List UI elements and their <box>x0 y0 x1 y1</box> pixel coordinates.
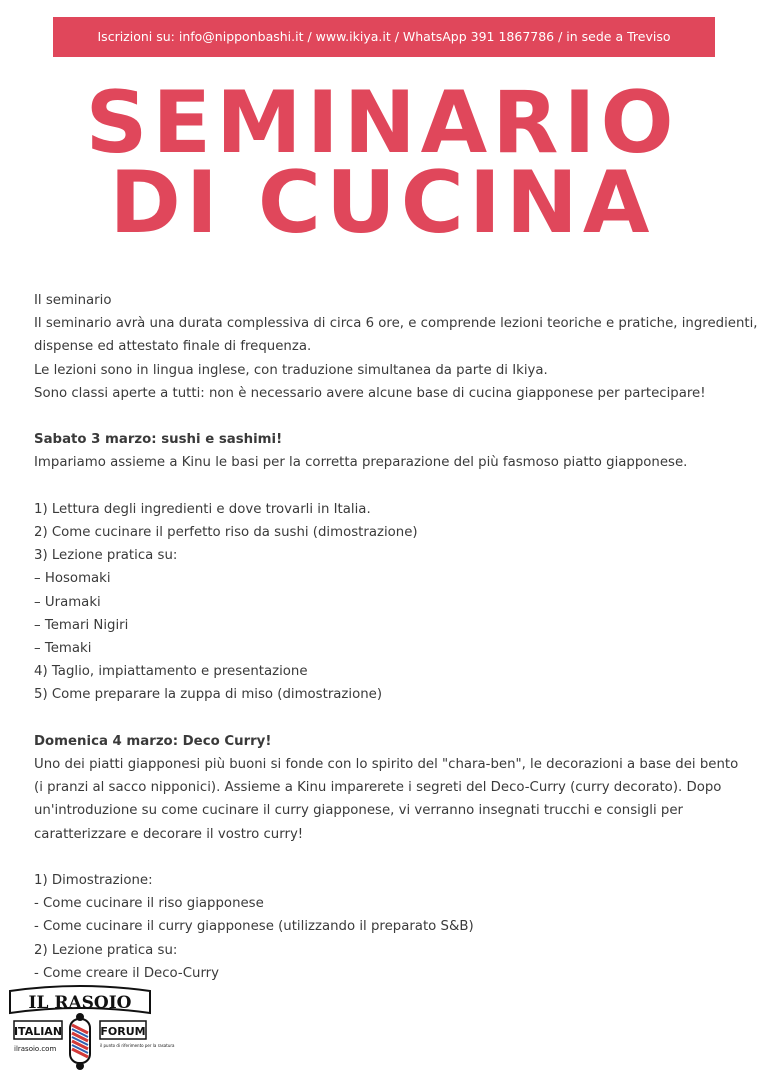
page-title-line-1: SEMINARIO <box>85 73 679 173</box>
logo-left-text: ITALIAN <box>13 1025 63 1038</box>
list-item: 2) Come cucinare il perfetto riso da sushi (dimostrazione) <box>34 525 418 540</box>
intro-heading: Il seminario <box>34 293 112 308</box>
logo-name-text: IL RASOIO <box>28 993 132 1013</box>
list-item: 1) Lettura degli ingredienti e dove trovarli in Italia. <box>34 501 371 517</box>
list-item: 1) Dimostrazione: <box>34 873 153 889</box>
logo-site-text: ilrasoio.com <box>14 1045 57 1053</box>
contact-banner: Iscrizioni su: info@nipponbashi.it / www.ikiya.it / WhatsApp 391 1867786 / in sede a Treviso <box>53 17 715 57</box>
list-item: - Come creare il Deco-Curry <box>34 965 220 981</box>
intro-paragraph: Il seminario avrà una durata complessiva di circa 6 ore, e comprende lezioni teoriche e pratiche, ingredienti, <box>34 316 758 332</box>
intro-paragraph: dispense ed attestato finale di frequenza. <box>34 339 312 355</box>
intro-paragraph: Sono classi aperte a tutti: non è necessario avere alcune base di cucina giapponese per partecipare! <box>34 385 706 401</box>
intro-paragraph: Le lezioni sono in lingua inglese, con traduzione simultanea da parte di Ikiya. <box>34 362 548 378</box>
list-item: – Temari Nigiri <box>34 617 129 633</box>
list-item: – Temaki <box>34 641 92 657</box>
sabato-description: Impariamo assieme a Kinu le basi per la corretta preparazione del più fasmoso piatto giapponese. <box>34 455 688 471</box>
list-item: 3) Lezione pratica su: <box>34 548 178 564</box>
list-item: - Come cucinare il curry giapponese (utilizzando il preparato S&B) <box>34 919 474 935</box>
page-title-line-2: DI CUCINA <box>109 153 655 253</box>
logo-right-text: FORUM <box>100 1025 146 1038</box>
sabato-heading: Sabato 3 marzo: sushi e sashimi! <box>34 432 283 448</box>
list-item: 2) Lezione pratica su: <box>34 942 178 958</box>
seminar-content <box>34 289 758 985</box>
logo-tagline-text: il punto di riferimento per la rasatura <box>100 1043 175 1048</box>
list-item: 5) Come preparare la zuppa di miso (dimostrazione) <box>34 687 383 703</box>
il-rasoio-logo <box>4 985 175 1075</box>
list-item: 4) Taglio, impiattamento e presentazione <box>34 664 308 680</box>
list-item: – Uramaki <box>34 594 101 610</box>
domenica-description: Uno dei piatti giapponesi più buoni si fonde con lo spirito del "chara-ben", le decorazioni a base dei bento (i pranzi al sacco nipponici). Assieme a Kinu imparerete i segreti del Deco-Curry (curry decorato). Dopo un'introduzione su come cucinare il curry giapponese, vi verranno insegnati trucchi e consigli per caratterizzare e decorare il vostro curry! <box>34 757 739 842</box>
domenica-heading: Domenica 4 marzo: Deco Curry! <box>34 733 272 749</box>
list-item: - Come cucinare il riso giapponese <box>34 896 264 912</box>
list-item: – Hosomaki <box>34 571 111 587</box>
